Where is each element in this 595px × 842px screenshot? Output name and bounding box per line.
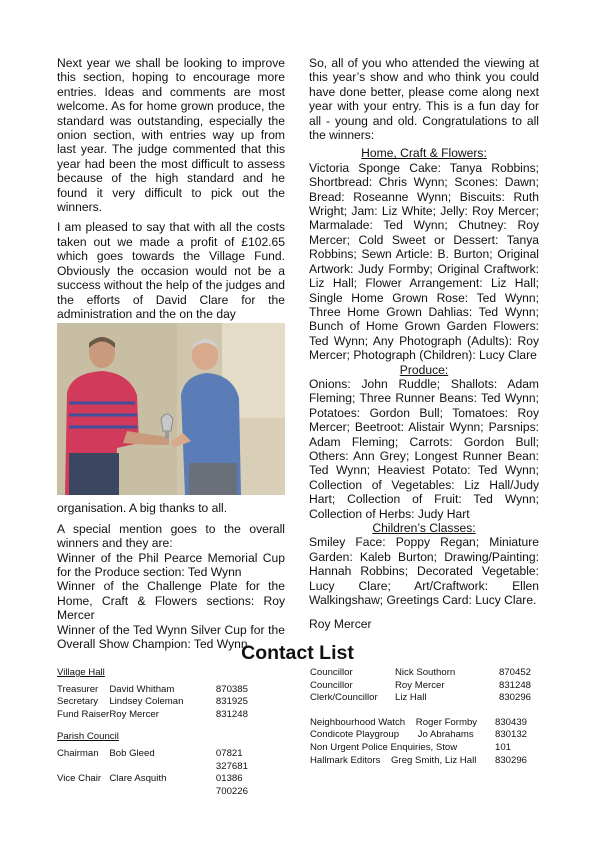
contact-phone: 07821 327681	[215, 747, 248, 772]
contact-row	[57, 748, 272, 773]
contact-row	[310, 680, 550, 693]
contact-phone: 831925	[215, 696, 248, 708]
winners-list: Victoria Sponge Cake: Tanya Robbins; Shortbread: Chris Wynn; Scones: Dawn; Bread: Roseanne Wynn; Biscuits: Ruth Wright; Jam: Liz White; Jelly: Roy Mercer; Marmalade: Ted Wynn; Chutney: Roy Mercer; Cold Sweet or Dessert: Tanya Robbins; Sewn Article: B. Burton; Original Artwork: Judy Formby; Original Craftwork: Liz Hall; Flower Arrangement: Liz Hall; Single Home Grown Rose: Ted Wynn; Three Home Grown Dahlias: Ted Wynn; Bunch of Home Grown Garden Flowers: Ted Wynn; Any Photograph (Adults): Roy Mercer; Photograph (Children): Lucy Clare	[309, 160, 539, 363]
contact-name: David Whitham	[109, 683, 175, 695]
contact-role: Chairman	[57, 747, 99, 759]
paragraph: organisation. A big thanks to all.	[57, 501, 228, 516]
contact-phone: 831248	[215, 708, 248, 720]
contact-role: Treasurer	[57, 683, 99, 695]
contact-list-right	[310, 667, 550, 767]
contact-list-left	[57, 667, 272, 798]
contact-label: Condicote Playgroup Jo Abrahams	[310, 729, 474, 741]
contact-role: Councillor	[310, 679, 353, 691]
contact-name: Bob Gleed	[109, 747, 155, 759]
left-column	[57, 56, 285, 657]
signature: Roy Mercer	[309, 617, 372, 632]
contact-phone: 870452	[499, 667, 532, 678]
contact-row	[57, 696, 272, 709]
paragraph: Next year we shall be looking to improve this section, hoping to encourage more entries. Ideas and comments are most welcome. As for home grown produce, the standard was outstanding, especially the onion section, with entries way up from last year. The judge commented that this year had been the most difficult to assess because of the high standard and he found it very difficult to pick out the winners.	[57, 56, 285, 215]
contact-name: Roy Mercer	[395, 679, 445, 691]
contact-role: Secretary	[57, 696, 99, 708]
paragraph: So, all of you who attended the viewing at this year’s show and who think you could have done better, please come along next year with your entry. This is a fun day for all - young and old. Congratulations to all the winners:	[309, 56, 539, 143]
contact-phone: 830296	[499, 692, 532, 704]
paragraph: Winner of the Phil Pearce Memorial Cup for the Produce section: Ted Wynn	[57, 550, 285, 579]
winners-list: Smiley Face: Poppy Regan; Miniature Garden: Kaleb Burton; Drawing/Painting: Hannah Robbins; Decorated Vegetable: Lucy Clare; Art/Craftwork: Ellen Walkingshaw; Greetings Card: Lucy Clare.	[309, 535, 539, 608]
contact-list-title: Contact List	[241, 642, 354, 664]
contact-label: Neighbourhood Watch Roger Formby	[310, 716, 478, 728]
contact-row	[310, 692, 550, 705]
contact-row	[310, 755, 550, 768]
contact-row	[310, 717, 550, 730]
section-heading: Children’s Classes:	[372, 521, 476, 535]
contact-name: Roy Mercer	[109, 708, 159, 720]
parish-council-heading: Parish Council	[57, 731, 119, 743]
contact-row	[57, 684, 272, 697]
village-hall-heading: Village Hall	[57, 667, 105, 678]
contact-role: Fund Raiser	[57, 708, 110, 720]
paragraph: Winner of the Ted Wynn Silver Cup for the Overall Show Champion: Ted Wynn	[57, 622, 285, 651]
contact-label: Hallmark Editors Greg Smith, Liz Hall	[310, 754, 477, 766]
contact-role: Clerk/Councillor	[310, 692, 378, 704]
paragraph: Winner of the Challenge Plate for the Home, Craft & Flowers sections: Roy Mercer	[57, 579, 285, 623]
contact-phone: 870385	[215, 683, 248, 695]
contact-name: Clare Asquith	[109, 773, 167, 785]
contact-label: Non Urgent Police Enquiries, Stow	[310, 741, 458, 753]
contact-row	[310, 729, 550, 742]
photo-illustration	[57, 323, 285, 495]
paragraph: I am pleased to say that with all the costs taken out we made a profit of £102.65 which goes towards the Village Fund. Obviously the occasion would not be a success without the help of the judges and the efforts of David Clare for the administration and the on the day	[57, 220, 285, 321]
paragraph: A special mention goes to the overall winners and they are:	[57, 521, 285, 551]
contact-phone: 831248	[499, 679, 532, 691]
right-column	[309, 56, 539, 632]
contact-phone: 830296	[495, 754, 528, 766]
contact-name: Lindsey Coleman	[109, 696, 184, 708]
contact-name: Liz Hall	[395, 692, 427, 704]
contact-role: Councillor	[310, 667, 353, 678]
section-heading: Home, Craft & Flowers:	[361, 146, 487, 161]
section-heading: Produce:	[399, 362, 449, 377]
contact-row	[57, 709, 272, 722]
contact-phone: 101	[495, 741, 512, 753]
contact-row	[57, 773, 272, 798]
contact-phone: 830132	[495, 729, 528, 741]
winners-list: Onions: John Ruddle; Shallots: Adam Fleming; Three Runner Beans: Ted Wynn; Potatoes: Gordon Bull; Tomatoes: Roy Mercer; Beetroot: Alistair Wynn; Parsnips: Adam Fleming; Carrots: Gordon Bull; Others: Ann Grey; Longest Runner Bean: Ted Wynn; Heaviest Potato: Ted Wynn; Collection of Vegetables: Liz Hall/Judy Hart; Collection of Fruit: Ted Wynn; Collection of Herbs: Judy Hart	[309, 376, 539, 521]
contact-phone: 01386 700226	[215, 773, 248, 797]
contact-phone: 830439	[495, 716, 528, 728]
trophy-presentation-photo	[57, 323, 285, 495]
contact-row	[310, 742, 550, 755]
contact-name: Nick Southorn	[395, 667, 456, 678]
contact-role: Vice Chair	[57, 773, 102, 785]
contact-row	[310, 667, 550, 680]
